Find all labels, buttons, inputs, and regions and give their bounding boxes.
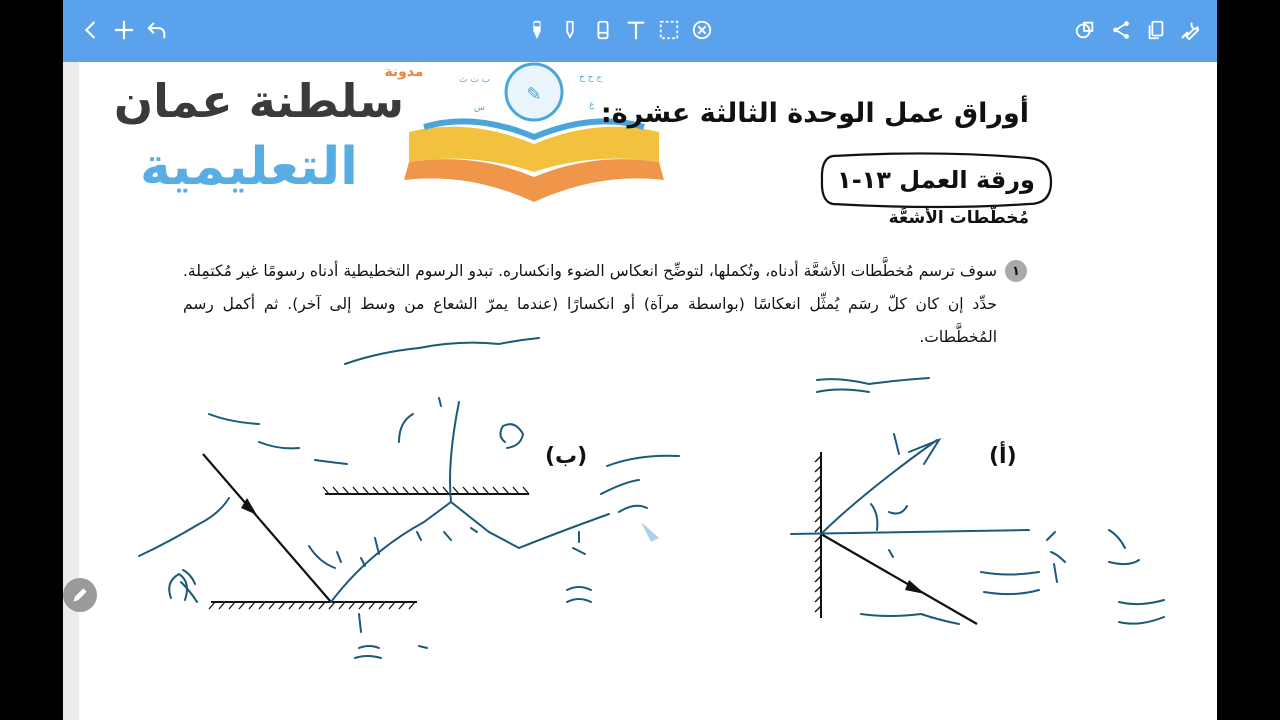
pen-tool-fab[interactable] bbox=[63, 578, 97, 612]
page-title: أوراق عمل الوحدة الثالثة عشرة: bbox=[600, 98, 1029, 129]
add-icon[interactable] bbox=[108, 14, 140, 46]
svg-text:ب ت ث: ب ت ث bbox=[459, 75, 491, 85]
top-toolbar bbox=[63, 0, 1217, 62]
svg-text:✎: ✎ bbox=[526, 84, 542, 105]
shapes-icon[interactable] bbox=[1069, 14, 1101, 46]
svg-text:ع: ع bbox=[589, 100, 595, 110]
close-icon[interactable] bbox=[686, 14, 718, 46]
section-subtitle: مُخطّطات الأشعَّة bbox=[888, 208, 1029, 228]
worksheet-page bbox=[79, 62, 1217, 720]
undo-icon[interactable] bbox=[141, 14, 173, 46]
logo-tag: مدونة bbox=[384, 64, 424, 80]
pages-icon[interactable] bbox=[1140, 14, 1172, 46]
logo-line1: سلطنة عمان bbox=[113, 74, 405, 128]
svg-text:ج ح خ: ج ح خ bbox=[579, 73, 603, 83]
select-icon[interactable] bbox=[653, 14, 685, 46]
app-window bbox=[63, 0, 1217, 720]
handwritten-ink bbox=[139, 338, 1164, 658]
page-margin bbox=[63, 62, 79, 720]
diagram-a bbox=[815, 452, 977, 624]
text-icon[interactable] bbox=[620, 14, 652, 46]
sheet-label: ورقة العمل ١٣-١ bbox=[837, 166, 1035, 194]
question-number: ١ bbox=[1005, 260, 1027, 282]
diagram-b bbox=[203, 454, 529, 609]
back-icon[interactable] bbox=[75, 14, 107, 46]
diagram-a-label: (أ) bbox=[989, 444, 1017, 469]
settings-icon[interactable] bbox=[1174, 14, 1206, 46]
pen-icon[interactable] bbox=[521, 14, 553, 46]
ray-diagrams bbox=[79, 62, 1217, 720]
highlighter-icon[interactable] bbox=[554, 14, 586, 46]
share-icon[interactable] bbox=[1105, 14, 1137, 46]
logo-line2: التعليمية bbox=[139, 137, 359, 197]
svg-text:س: س bbox=[474, 103, 485, 113]
diagram-b-label: (ب) bbox=[545, 444, 588, 469]
question-text: سوف ترسم مُخطَّطات الأشعَّة أدناه، وتُكملها، لتوضِّح انعكاس الضوء وانكساره. تبدو الرسوم التخطيطية أدناه رسومًا غير مُكتمِلة. حدِّد إن كان كلّ رسَم يُمثِّل انعكاسًا (بواسطة مرآة) أو انكسارًا (عندما يمرّ الشعاع من وسط إلى آخر). ثم أكمل رسم المُخطَّطات. bbox=[183, 262, 997, 346]
eraser-icon[interactable] bbox=[587, 14, 619, 46]
stylus-cursor bbox=[641, 522, 659, 542]
